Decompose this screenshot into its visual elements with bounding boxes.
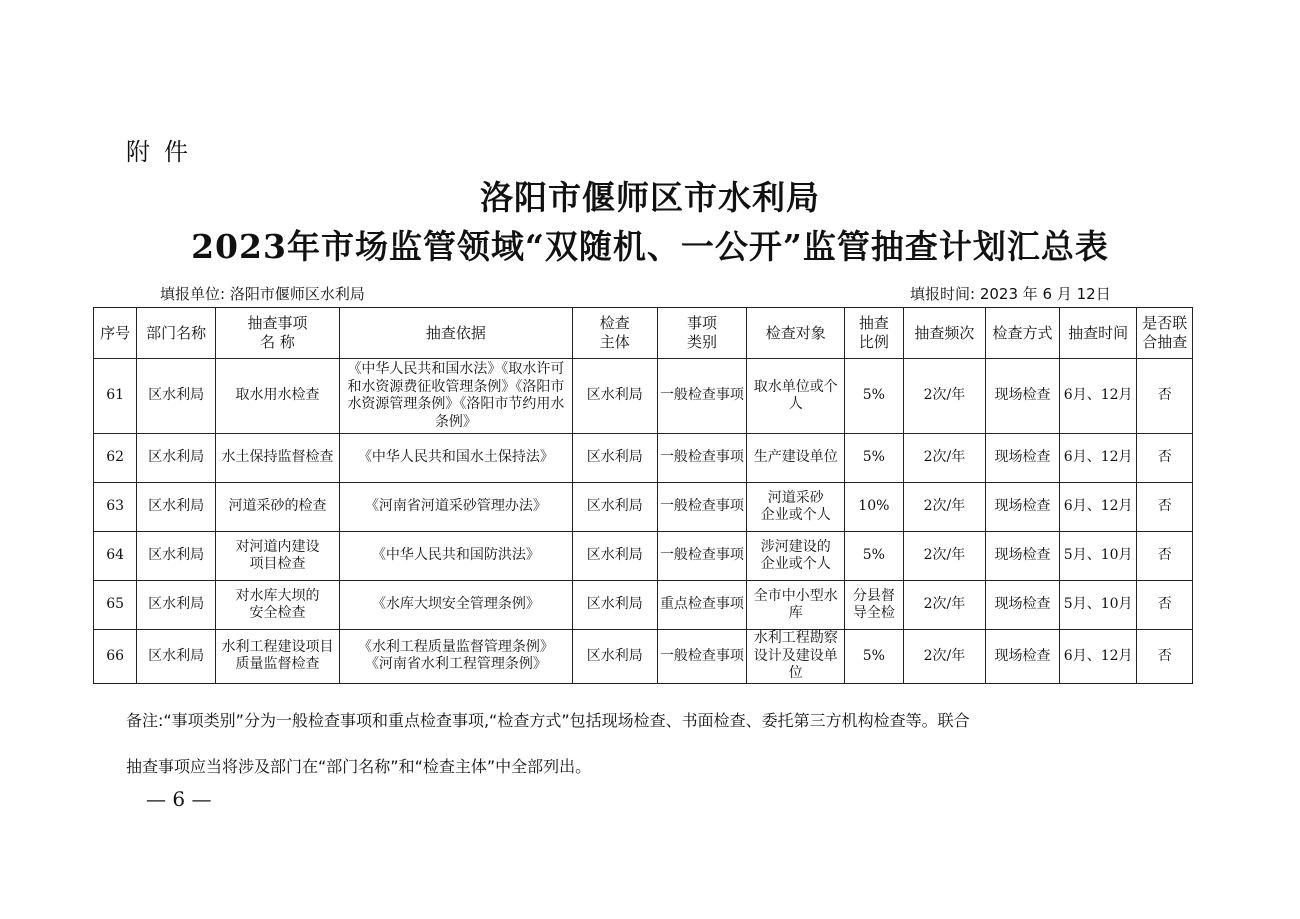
cell-item (215, 359, 339, 434)
cell-subject: 区水利局 (572, 581, 657, 630)
cell-item-line2: 质量监督检查 (235, 656, 320, 673)
cell-seq: 66 (94, 630, 137, 684)
cell-seq: 64 (94, 532, 137, 581)
attachment-label: 附件 (126, 138, 202, 166)
cell-basis-line1: 《中华人民共和国水法》《取水许可和水资源费征收管理条例》《洛阳市水资源管理条例》《洛阳市节约用水条例》 (347, 361, 565, 430)
cell-ratio-line1: 5% (862, 449, 885, 466)
table-row (94, 581, 1193, 630)
cell-subject: 区水利局 (572, 483, 657, 532)
table-row (94, 483, 1193, 532)
cell-dept: 区水利局 (137, 630, 216, 684)
cell-dept: 区水利局 (137, 434, 216, 483)
cell-frequency: 2次/年 (903, 630, 986, 684)
fill-time: 填报时间: 2023 年 6 月 12日 (910, 285, 1111, 303)
header-category-line1: 事项 (686, 314, 717, 333)
cell-item (215, 532, 339, 581)
cell-dept: 区水利局 (137, 359, 216, 434)
cell-target (747, 532, 845, 581)
cell-ratio-line1: 分县督 (852, 587, 895, 604)
cell-seq: 63 (94, 483, 137, 532)
header-ratio-line1: 抽查 (858, 314, 889, 333)
table-row (94, 434, 1193, 483)
header-item (215, 308, 339, 359)
cell-ratio-line1: 5% (862, 547, 885, 564)
cell-target-line1: 生产建设单位 (753, 449, 838, 466)
header-item-line1: 抽查事项 (247, 314, 308, 333)
cell-method: 现场检查 (986, 434, 1060, 483)
cell-target-line2: 设计及建设单位 (753, 647, 838, 681)
cell-subject: 区水利局 (572, 434, 657, 483)
cell-category: 一般检查事项 (657, 532, 747, 581)
cell-item-line1: 水土保持监督检查 (221, 449, 334, 466)
header-basis: 抽查依据 (339, 308, 572, 359)
cell-method: 现场检查 (986, 581, 1060, 630)
cell-category: 一般检查事项 (657, 434, 747, 483)
inspection-plan-table (93, 307, 1193, 684)
cell-basis-line1: 《中华人民共和国防洪法》 (371, 547, 540, 564)
cell-basis (339, 483, 572, 532)
cell-target (747, 630, 845, 684)
header-target: 检查对象 (747, 308, 845, 359)
page-number: — 6 — (146, 787, 212, 811)
cell-target-line2: 企业或个人 (760, 556, 831, 572)
cell-dept: 区水利局 (137, 581, 216, 630)
cell-method: 现场检查 (986, 630, 1060, 684)
cell-basis (339, 581, 572, 630)
cell-item-line1: 河道采砂的检查 (228, 498, 327, 515)
cell-item (215, 434, 339, 483)
cell-basis (339, 434, 572, 483)
note-line1: 备注:“事项类别”分为一般检查事项和重点检查事项,“检查方式”包括现场检查、书面检查、委托第三方机构检查等。联合 (126, 711, 970, 730)
cell-category: 重点检查事项 (657, 581, 747, 630)
cell-target-line1: 涉河建设的 (760, 538, 831, 555)
cell-frequency: 2次/年 (903, 581, 986, 630)
cell-ratio (845, 359, 903, 434)
cell-target-line1: 全市中小型水库 (753, 587, 838, 621)
cell-category: 一般检查事项 (657, 630, 747, 684)
cell-target-line2: 企业或个人 (760, 507, 831, 523)
cell-seq: 61 (94, 359, 137, 434)
header-subject (572, 308, 657, 359)
note-line2: 抽查事项应当将涉及部门在“部门名称”和“检查主体”中全部列出。 (126, 757, 592, 776)
cell-frequency: 2次/年 (903, 532, 986, 581)
cell-time: 6月、12月 (1059, 359, 1137, 434)
cell-target-line1: 取水单位或个人 (753, 378, 838, 412)
header-category-line2: 类别 (686, 333, 717, 351)
table-header-row (94, 308, 1193, 359)
cell-basis (339, 532, 572, 581)
cell-item-line1: 取水用水检查 (235, 387, 320, 404)
cell-seq: 62 (94, 434, 137, 483)
cell-item (215, 630, 339, 684)
header-joint-line1: 是否联 (1142, 314, 1188, 333)
cell-time: 6月、12月 (1059, 434, 1137, 483)
cell-category: 一般检查事项 (657, 359, 747, 434)
cell-ratio-line1: 5% (862, 647, 885, 664)
header-ratio-line2: 比例 (858, 333, 889, 351)
cell-joint: 否 (1137, 532, 1193, 581)
cell-dept: 区水利局 (137, 532, 216, 581)
cell-seq: 65 (94, 581, 137, 630)
document-title: 洛阳市偃师区市水利局 (480, 178, 820, 217)
cell-item-line2: 安全检查 (249, 605, 306, 621)
cell-basis-line1: 《水利工程质量监督管理条例》 (357, 638, 554, 655)
cell-item-line1: 水利工程建设项目 (221, 638, 334, 655)
cell-ratio-line2: 导全检 (852, 605, 895, 621)
cell-joint: 否 (1137, 359, 1193, 434)
cell-method: 现场检查 (986, 359, 1060, 434)
cell-target-line1: 河道采砂 (767, 489, 824, 506)
header-method: 检查方式 (986, 308, 1060, 359)
header-subject-line1: 检查 (599, 314, 630, 333)
cell-ratio (845, 483, 903, 532)
cell-ratio (845, 434, 903, 483)
cell-target (747, 483, 845, 532)
cell-ratio-line1: 5% (862, 387, 885, 404)
header-ratio (845, 308, 903, 359)
cell-method: 现场检查 (986, 532, 1060, 581)
cell-ratio-line1: 10% (858, 498, 890, 515)
cell-joint: 否 (1137, 434, 1193, 483)
cell-ratio (845, 581, 903, 630)
cell-subject: 区水利局 (572, 359, 657, 434)
cell-target (747, 581, 845, 630)
cell-subject: 区水利局 (572, 630, 657, 684)
cell-ratio (845, 532, 903, 581)
cell-basis-line1: 《水库大坝安全管理条例》 (371, 596, 540, 613)
cell-category: 一般检查事项 (657, 483, 747, 532)
cell-frequency: 2次/年 (903, 434, 986, 483)
cell-time: 6月、12月 (1059, 630, 1137, 684)
header-category (657, 308, 747, 359)
cell-joint: 否 (1137, 581, 1193, 630)
cell-basis-line1: 《河南省河道采砂管理办法》 (364, 498, 547, 515)
cell-item-line1: 对河道内建设 (235, 538, 320, 555)
table-row (94, 359, 1193, 434)
cell-ratio (845, 630, 903, 684)
header-frequency: 抽查频次 (903, 308, 986, 359)
cell-target-line1: 水利工程勘察 (753, 630, 838, 646)
cell-item (215, 483, 339, 532)
cell-time: 5月、10月 (1059, 532, 1137, 581)
table-row (94, 630, 1193, 684)
table-row (94, 532, 1193, 581)
cell-target (747, 359, 845, 434)
cell-frequency: 2次/年 (903, 359, 986, 434)
cell-subject: 区水利局 (572, 532, 657, 581)
cell-frequency: 2次/年 (903, 483, 986, 532)
cell-basis (339, 630, 572, 684)
cell-item-line2: 项目检查 (249, 556, 306, 572)
header-joint-line2: 合抽查 (1142, 333, 1188, 351)
cell-method: 现场检查 (986, 483, 1060, 532)
cell-time: 5月、10月 (1059, 581, 1137, 630)
cell-dept: 区水利局 (137, 483, 216, 532)
header-item-line2: 名 称 (260, 333, 295, 351)
cell-joint: 否 (1137, 483, 1193, 532)
cell-basis-line2: 《河南省水利工程管理条例》 (364, 656, 547, 673)
header-subject-line2: 主体 (599, 333, 630, 351)
header-seq: 序号 (94, 308, 137, 359)
cell-joint: 否 (1137, 630, 1193, 684)
header-dept: 部门名称 (137, 308, 216, 359)
cell-item-line1: 对水库大坝的 (235, 587, 320, 604)
header-joint (1137, 308, 1193, 359)
cell-item (215, 581, 339, 630)
cell-target (747, 434, 845, 483)
fill-unit: 填报单位: 洛阳市偃师区水利局 (160, 285, 365, 303)
cell-time: 6月、12月 (1059, 483, 1137, 532)
cell-basis-line1: 《中华人民共和国水土保持法》 (357, 449, 554, 466)
cell-basis (339, 359, 572, 434)
header-time: 抽查时间 (1059, 308, 1137, 359)
document-subtitle: 2023年市场监管领域“双随机、一公开”监管抽查计划汇总表 (191, 227, 1109, 266)
